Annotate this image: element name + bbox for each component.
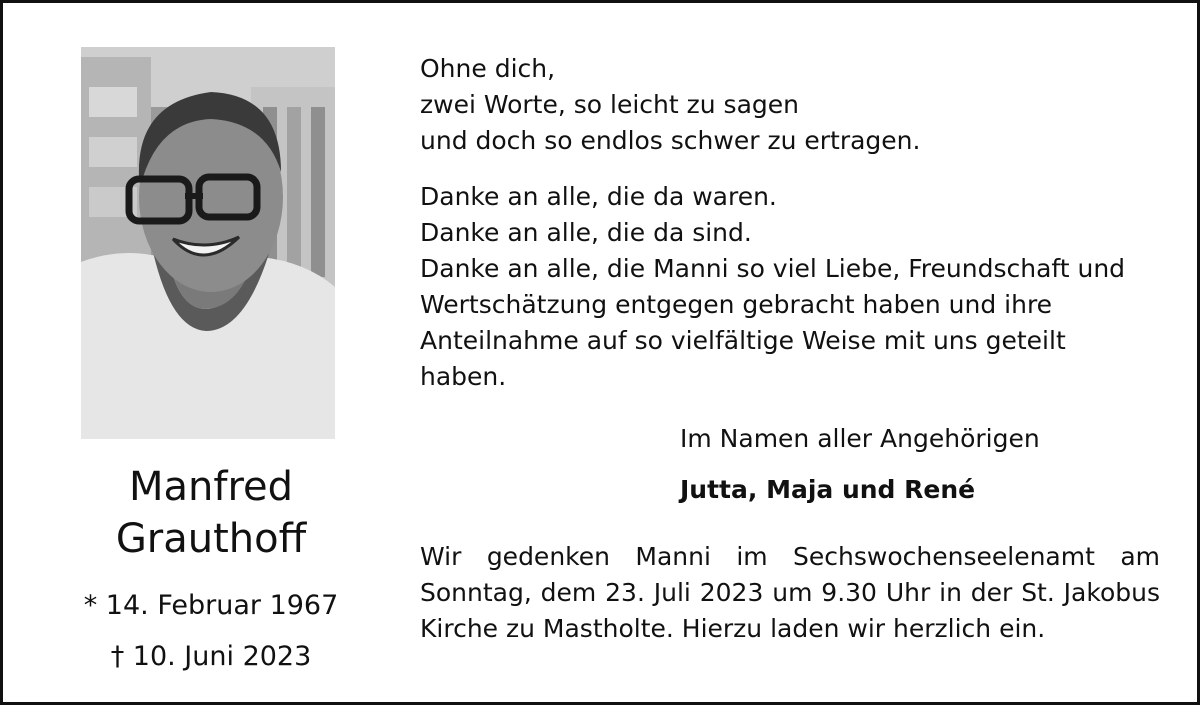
deceased-last-name: Grauthoff [115,516,307,562]
thanks-line: Danke an alle, die da sind. [420,218,752,247]
birth-date: * 14. Februar 1967 [83,590,339,621]
memorial-notice: Wir gedenken Manni im Sechswochenseelenamt am Sonntag, dem 23. Juli 2023 um 9.30 Uhr in der St. Jakobus Kirche zu Mastholte. Hierzu laden wir herzlich ein. [420,542,1160,643]
portrait-image [81,47,335,439]
deceased-first-name: Manfred [128,464,294,510]
poem-line: Ohne dich, [420,54,556,83]
thanks-line: Danke an alle, die Manni so viel Liebe, Freundschaft und [420,254,1126,283]
portrait-photo [81,47,335,439]
thanks-line: Wertschätzung entgegen gebracht haben und ihre [420,290,1053,319]
thanks-block [420,179,1160,395]
poem-block [420,51,1160,159]
signoff-names: Jutta, Maja und René [680,475,976,504]
signoff-intro: Im Namen aller Angehörigen [680,424,1040,453]
deceased-name [43,461,379,565]
poem-line: und doch so endlos schwer zu ertragen. [420,126,921,155]
thanks-line: Danke an alle, die da waren. [420,182,777,211]
thanks-line: haben. [420,362,507,391]
poem-line: zwei Worte, so leicht zu sagen [420,90,799,119]
thanks-line: Anteilnahme auf so vielfältige Weise mit uns geteilt [420,326,1066,355]
death-date: † 10. Juni 2023 [110,641,312,672]
